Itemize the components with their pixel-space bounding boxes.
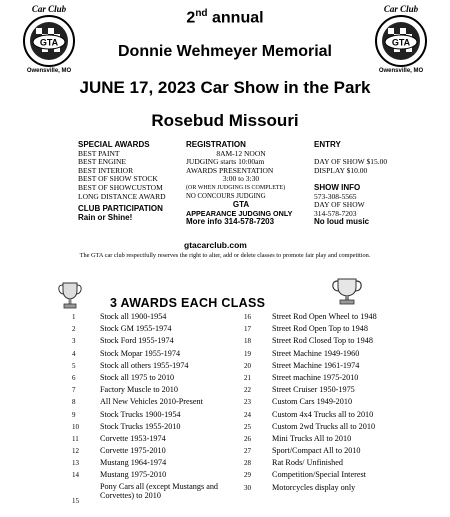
- list-item: [72, 446, 247, 458]
- presentation-label: AWARDS PRESENTATION: [186, 165, 274, 175]
- edition-suffix: nd: [195, 8, 208, 19]
- no-concours-note: NO CONCOURS JUDGING: [186, 192, 266, 200]
- class-name: Stock Trucks 1900-1954: [100, 409, 181, 419]
- class-name: Custom 2wd Trucks all to 2010: [272, 421, 376, 431]
- award-item: BEST ENGINE: [78, 157, 126, 167]
- logo-top-text: Car Club: [31, 4, 67, 14]
- gta-label: GTA: [232, 200, 250, 210]
- class-number: 9: [72, 410, 76, 419]
- class-name: Custom 4x4 Trucks all to 2010: [272, 409, 374, 419]
- class-number: 20: [244, 361, 251, 370]
- special-awards-column: [78, 141, 166, 222]
- class-name: Stock Ford 1955-1974: [100, 336, 174, 346]
- location-heading: Rosebud Missouri: [151, 111, 299, 130]
- class-number: 3: [72, 337, 76, 346]
- list-item: [72, 434, 247, 446]
- class-number: 14: [72, 471, 79, 480]
- list-item: [72, 349, 247, 361]
- class-name: Mustang 1964-1974: [100, 458, 167, 468]
- trophy-icon: [57, 280, 83, 310]
- appearance-judging: APPEARANCE JUDGING ONLY: [186, 208, 293, 218]
- logo-bottom-text: Owensville, MO: [378, 68, 424, 74]
- rain-or-shine: Rain or Shine!: [78, 212, 133, 222]
- phone-1: 573-308-5565: [314, 191, 357, 201]
- class-name: Street Rod Open Wheel to 1948: [272, 312, 377, 321]
- class-number: 24: [244, 410, 251, 419]
- entry-heading: ENTRY: [314, 140, 341, 149]
- class-name: Corvette 1953-1974: [100, 433, 166, 443]
- website-link[interactable]: gtacarclub.com: [184, 240, 247, 250]
- class-number: 26: [244, 434, 251, 443]
- list-item: [72, 422, 247, 434]
- class-number: 5: [72, 361, 76, 370]
- class-name: Street machine 1975-2010: [272, 372, 359, 382]
- list-item: [72, 410, 247, 422]
- registration-column: [186, 141, 296, 227]
- class-number: 15: [72, 496, 79, 505]
- special-awards-heading: SPECIAL AWARDS: [78, 140, 150, 149]
- class-name: Custom Cars 1949-2010: [272, 397, 353, 407]
- class-name: Mini Trucks All to 2010: [272, 433, 352, 443]
- class-name: Pony Cars all (except Mustangs and Corvettes) to 2010: [100, 481, 219, 501]
- list-item: [244, 385, 444, 397]
- phone-2: 314-578-7203: [314, 208, 357, 218]
- disclaimer: The GTA car club respectfully reserves the right to alter, add or delete classes to promote fair play and competition.: [79, 252, 371, 259]
- entry-column: [314, 141, 387, 227]
- class-number: 23: [244, 398, 251, 407]
- class-name: Stock Mopar 1955-1974: [100, 348, 181, 358]
- list-item: [72, 336, 247, 348]
- award-item: BEST OF SHOWCUSTOM: [78, 182, 163, 192]
- list-item: [244, 434, 444, 446]
- list-item: [72, 373, 247, 385]
- class-number: 27: [244, 447, 251, 456]
- class-name: Factory Muscle to 2010: [100, 385, 178, 395]
- class-name: Stock all others 1955-1974: [100, 360, 189, 370]
- logo-center-text: GTA: [39, 37, 59, 48]
- class-name: Sport/Compact All to 2010: [272, 446, 361, 456]
- award-item: BEST OF SHOW STOCK: [78, 174, 158, 184]
- class-name: Street Machine 1949-1960: [272, 348, 360, 358]
- class-number: 11: [72, 434, 79, 443]
- judging-complete-note: (OR WHEN JUDGING IS COMPLETE): [186, 184, 286, 191]
- display-price: DISPLAY $10.00: [314, 165, 368, 175]
- class-number: 28: [244, 459, 251, 468]
- list-item: [244, 324, 444, 336]
- list-item: [244, 336, 444, 348]
- class-number: 7: [72, 386, 76, 395]
- list-item: [72, 397, 247, 409]
- class-number: 19: [244, 349, 251, 358]
- class-name: Mustang 1975-2010: [100, 470, 167, 480]
- class-number: 4: [72, 349, 76, 358]
- show-info-heading: SHOW INFO: [314, 182, 361, 192]
- class-number: 6: [72, 373, 76, 382]
- class-number: 1: [72, 313, 76, 321]
- class-number: 17: [244, 325, 251, 334]
- class-number: 22: [244, 386, 251, 395]
- presentation-time: 3:00 to 3:30: [222, 174, 260, 184]
- list-item: [244, 470, 444, 482]
- list-item: [244, 483, 444, 495]
- class-name: Stock all 1975 to 2010: [100, 372, 175, 382]
- class-name: Street Machine 1961-1974: [272, 360, 360, 370]
- no-loud-music: No loud music: [314, 217, 370, 227]
- class-name: Stock all 1900-1954: [100, 312, 167, 321]
- class-number: 2: [72, 325, 76, 334]
- judging-time: JUDGING starts 10:00am: [186, 157, 265, 167]
- list-item: [72, 458, 247, 470]
- list-item: [244, 312, 444, 324]
- class-name: Street Rod Closed Top to 1948: [272, 336, 373, 346]
- class-name: Stock GM 1955-1974: [100, 324, 172, 334]
- edition-heading: [0, 8, 450, 27]
- class-name: All New Vehicles 2010-Present: [100, 397, 203, 407]
- day-of-show-label: DAY OF SHOW: [314, 200, 365, 210]
- class-number: 12: [72, 447, 79, 456]
- list-item: [72, 483, 247, 503]
- class-name: Rat Rods/ Unfinished: [272, 458, 343, 468]
- class-name: Motorcycles display only: [272, 482, 356, 492]
- class-list-left: [72, 312, 247, 503]
- class-number: 30: [244, 483, 251, 492]
- class-name: Street Rod Open Top to 1948: [272, 324, 368, 334]
- registration-heading: REGISTRATION: [186, 140, 246, 149]
- class-number: 13: [72, 459, 79, 468]
- logo-center-text: GTA: [391, 37, 411, 48]
- class-number: 18: [244, 337, 251, 346]
- club-participation-heading: CLUB PARTICIPATION: [78, 204, 163, 214]
- day-of-show-price: DAY OF SHOW $15.00: [314, 157, 388, 167]
- class-list-right: [244, 312, 444, 495]
- list-item: [244, 373, 444, 385]
- date-heading: JUNE 17, 2023 Car Show in the Park: [79, 78, 371, 97]
- edition-number: 2: [186, 9, 196, 27]
- class-number: 29: [244, 471, 251, 480]
- registration-time: 8AM-12 NOON: [216, 148, 266, 158]
- award-item: BEST INTERIOR: [78, 165, 134, 175]
- award-item: BEST PAINT: [78, 148, 120, 158]
- list-item: [244, 410, 444, 422]
- class-number: 21: [244, 373, 251, 382]
- logo-bottom-text: Owensville, MO: [26, 68, 72, 74]
- more-info: More info 314-578-7203: [186, 217, 275, 227]
- class-name: Street Cruiser 1950-1975: [272, 385, 355, 395]
- list-item: [244, 397, 444, 409]
- awards-title: 3 AWARDS EACH CLASS: [110, 296, 266, 310]
- class-number: 16: [244, 313, 251, 321]
- award-item: LONG DISTANCE AWARD: [78, 191, 166, 201]
- class-number: 8: [72, 398, 76, 407]
- trophy-icon: [330, 276, 364, 306]
- edition-rest: annual: [207, 9, 264, 27]
- list-item: [244, 349, 444, 361]
- class-name: Stock Trucks 1955-2010: [100, 421, 181, 431]
- list-item: [244, 458, 444, 470]
- list-item: [72, 385, 247, 397]
- class-number: 10: [72, 422, 79, 431]
- list-item: [72, 324, 247, 336]
- class-name: Competition/Special Interest: [272, 470, 366, 480]
- list-item: [72, 312, 247, 324]
- memorial-heading: Donnie Wehmeyer Memorial: [118, 43, 332, 60]
- class-name: Corvette 1975-2010: [100, 446, 166, 456]
- list-item: [244, 361, 444, 373]
- logo-top-text: Car Club: [383, 4, 419, 14]
- class-number: 25: [244, 422, 251, 431]
- list-item: [244, 422, 444, 434]
- list-item: [72, 361, 247, 373]
- list-item: [244, 446, 444, 458]
